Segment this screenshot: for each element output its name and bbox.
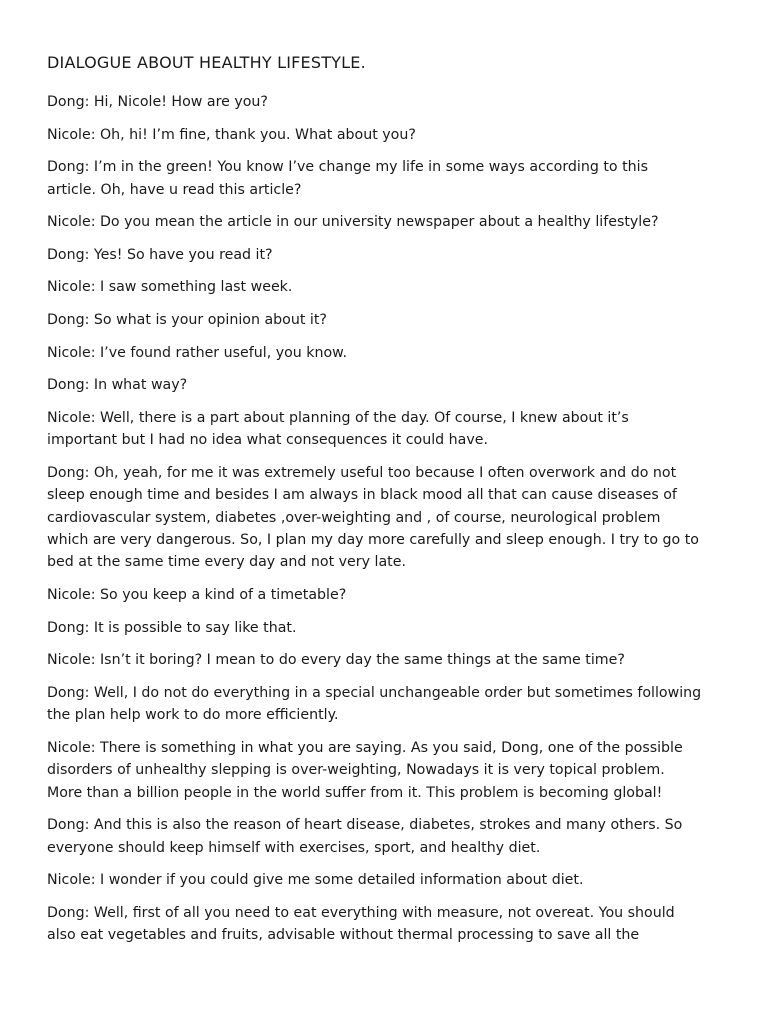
dialogue-line: bed at the same time every day and not very late. [47,554,406,571]
dialogue-line: Dong: Hi, Nicole! How are you? [47,94,268,110]
dialogue-body [47,91,728,947]
dialogue-paragraph [47,211,728,233]
dialogue-line: Nicole: So you keep a kind of a timetable? [47,586,347,603]
dialogue-line: Nicole: I saw something last week. [47,279,293,296]
dialogue-line: important but I had no idea what consequences it could have. [47,432,488,449]
dialogue-paragraph [47,617,728,639]
dialogue-line: also eat vegetables and fruits, advisable without thermal processing to save all the [47,927,640,944]
dialogue-paragraph [47,309,728,331]
dialogue-line: More than a billion people in the world suffer from it. This problem is becoming global! [47,784,663,801]
dialogue-paragraph [47,407,728,452]
document-title: DIALOGUE ABOUT HEALTHY LIFESTYLE. [47,53,366,72]
dialogue-line: Dong: In what way? [47,377,188,394]
dialogue-paragraph [47,244,728,266]
dialogue-line: article. Oh, have u read this article? [47,181,302,198]
dialogue-line: Dong: And this is also the reason of heart disease, diabetes, strokes and many others. So [47,817,683,834]
dialogue-line: Dong: Oh, yeah, for me it was extremely useful too because I often overwork and do not [47,464,677,481]
dialogue-paragraph [47,737,728,804]
dialogue-paragraph [47,342,728,364]
dialogue-line: Dong: Well, first of all you need to eat everything with measure, not overeat. You should [47,904,675,921]
dialogue-paragraph [47,91,728,113]
dialogue-paragraph [47,584,728,606]
dialogue-line: Dong: It is possible to say like that. [47,619,297,636]
dialogue-line: Nicole: Oh, hi! I’m fine, thank you. What about you? [47,126,416,143]
dialogue-line: Nicole: Do you mean the article in our university newspaper about a healthy lifestyle? [47,214,659,231]
dialogue-line: sleep enough time and besides I am always in black mood all that can cause diseases of [47,487,677,504]
dialogue-line: Nicole: There is something in what you are saying. As you said, Dong, one of the possible [47,739,683,756]
dialogue-paragraph [47,124,728,146]
dialogue-line: Dong: So what is your opinion about it? [47,311,327,328]
dialogue-paragraph [47,156,728,201]
dialogue-line: cardiovascular system, diabetes ,over-weighting and , of course, neurological problem [47,509,661,526]
dialogue-paragraph [47,682,728,727]
dialogue-line: Dong: Yes! So have you read it? [47,246,273,263]
dialogue-line: disorders of unhealthy slepping is over-weighting, Nowadays it is very topical problem. [47,762,665,779]
dialogue-paragraph [47,462,728,574]
dialogue-line: Nicole: Well, there is a part about planning of the day. Of course, I knew about it’s [47,409,629,426]
dialogue-paragraph [47,814,728,859]
dialogue-line: everyone should keep himself with exercises, sport, and healthy diet. [47,839,541,856]
dialogue-line: which are very dangerous. So, I plan my day more carefully and sleep enough. I try to go to [47,531,699,548]
dialogue-line: the plan help work to do more efficiently. [47,707,339,724]
dialogue-line: Nicole: Isn’t it boring? I mean to do every day the same things at the same time? [47,652,625,669]
dialogue-paragraph [47,902,728,947]
dialogue-paragraph [47,374,728,396]
dialogue-paragraph [47,276,728,298]
dialogue-line: Nicole: I’ve found rather useful, you know. [47,344,347,361]
dialogue-paragraph [47,649,728,671]
dialogue-line: Dong: I’m in the green! You know I’ve change my life in some ways according to this [47,159,649,176]
dialogue-paragraph [47,869,728,891]
dialogue-line: Dong: Well, I do not do everything in a special unchangeable order but sometimes following [47,684,702,701]
dialogue-line: Nicole: I wonder if you could give me some detailed information about diet. [47,872,584,889]
